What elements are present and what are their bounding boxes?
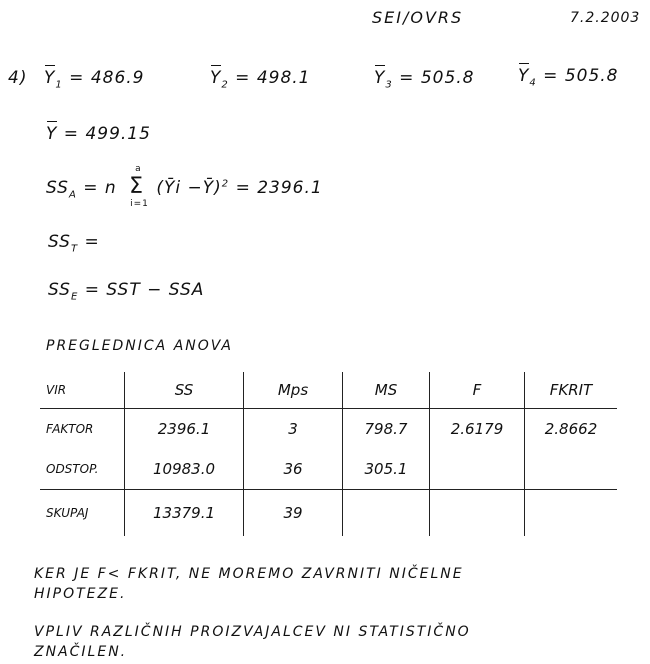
table-row (40, 490, 617, 537)
table-cell (430, 449, 525, 490)
table-cell: 2.8662 (525, 409, 618, 450)
table-cell (525, 449, 618, 490)
conclusion-line-1: KER JE F< FKRIT, NE MOREMO ZAVRNITI NIČELNE (34, 566, 464, 582)
table-row (40, 449, 617, 490)
anova-title: PREGLEDNICA ANOVA (46, 338, 233, 354)
grand-mean: Y = 499.15 (46, 124, 151, 144)
table-cell: 2396.1 (125, 409, 244, 450)
sum-symbol: Σ a i=1 (129, 164, 149, 209)
header-cell: F (430, 372, 525, 409)
course-label: SEI/OVRS (372, 8, 464, 27)
header-cell: MS (343, 372, 430, 409)
mean-1: $Y_1 = 486.9$ (44, 68, 145, 91)
table-row (40, 409, 617, 450)
table-cell (343, 490, 430, 537)
header-cell: FKRIT (525, 372, 618, 409)
header-cell: VIR (40, 372, 125, 409)
table-cell: 36 (244, 449, 343, 490)
header-cell: Mps (244, 372, 343, 409)
table-cell: SKUPAJ (40, 490, 125, 537)
mean-2: $Y_2 = 498.1$ (210, 68, 311, 91)
mean-3: $Y_3 = 505.8$ (374, 68, 475, 91)
ssa-equation: $SS_A = n$ Σ a i=1 (Ȳi −Ȳ)$^2$ = 2396.1 (46, 164, 323, 209)
header-cell: SS (125, 372, 244, 409)
sse-equation: $SS_E$ = SST − SSA (48, 280, 205, 303)
table-cell: 3 (244, 409, 343, 450)
anova-table (40, 372, 617, 536)
conclusion-line-2: HIPOTEZE. (34, 586, 127, 602)
table-cell: 2.6179 (430, 409, 525, 450)
date: 7.2.2003 (570, 10, 641, 26)
table-cell: 305.1 (343, 449, 430, 490)
problem-number: 4) (8, 68, 28, 88)
table-header-row (40, 372, 617, 409)
table-cell: FAKTOR (46, 422, 94, 436)
table-cell: 10983.0 (125, 449, 244, 490)
table-cell: 13379.1 (125, 490, 244, 537)
conclusion-line-4: ZNAČILEN. (34, 644, 128, 660)
mean-4: $Y_4 = 505.8$ (518, 66, 619, 89)
table-cell: 798.7 (343, 409, 430, 450)
table-cell: ODSTOP. (46, 462, 99, 476)
conclusion-line-3: VPLIV RAZLIČNIH PROIZVAJALCEV NI STATISTIČNO (34, 624, 471, 640)
sst-equation: $SS_T$ = (48, 232, 100, 255)
table-cell (525, 490, 618, 537)
table-cell: 39 (244, 490, 343, 537)
table-cell (430, 490, 525, 537)
